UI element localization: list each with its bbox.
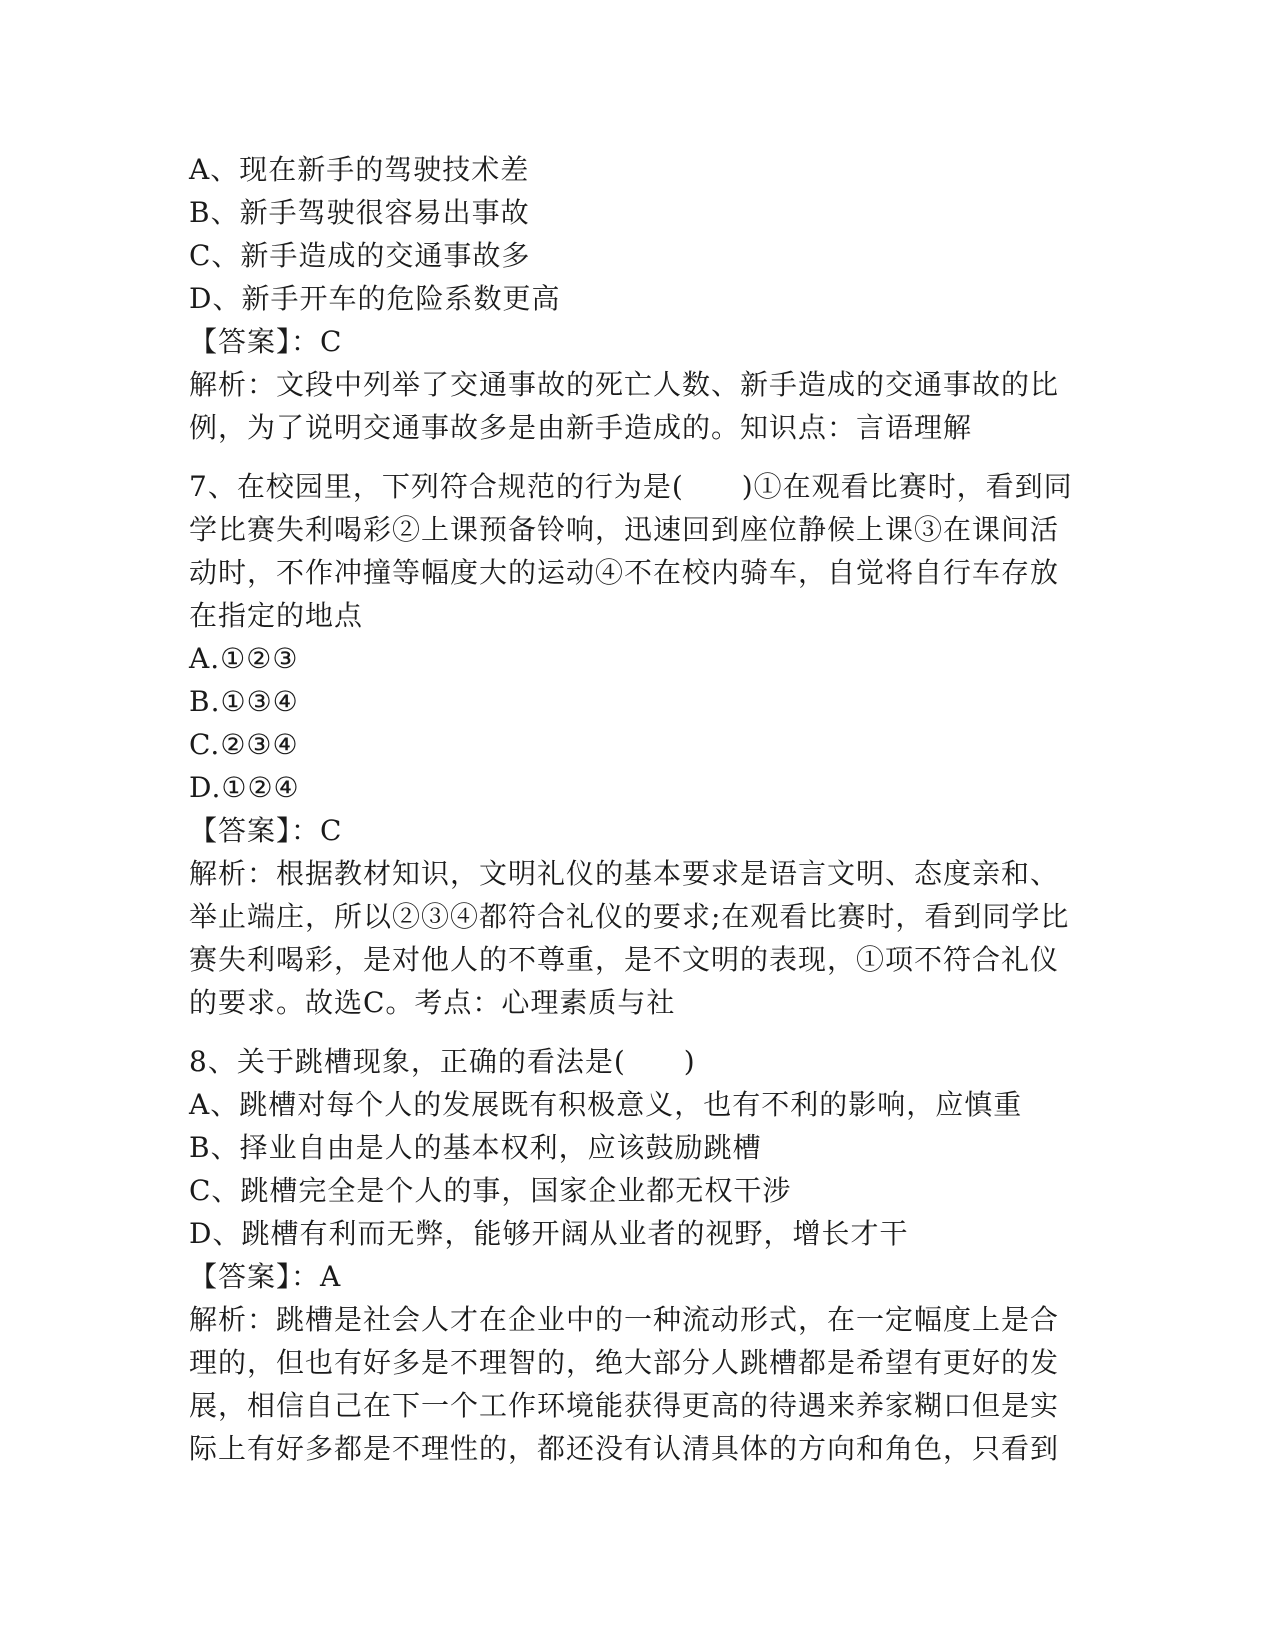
question-7-block	[189, 465, 1089, 1024]
option-c: C、跳槽完全是个人的事，国家企业都无权干涉	[189, 1174, 792, 1207]
option-c: C、新手造成的交通事故多	[189, 239, 531, 272]
analysis-line: 解析：跳槽是社会人才在企业中的一种流动形式，在一定幅度上是合	[189, 1303, 1060, 1336]
option-a: A、跳槽对每个人的发展既有积极意义，也有不利的影响，应慎重	[189, 1088, 1023, 1121]
answer-line: 【答案】：C	[189, 325, 343, 358]
analysis-line: 解析：根据教材知识，文明礼仪的基本要求是语言文明、态度亲和、	[189, 857, 1060, 890]
analysis-line: 的要求。故选C。考点：心理素质与社	[189, 986, 676, 1019]
option-d: D.①②④	[189, 771, 300, 804]
option-b: B、新手驾驶很容易出事故	[189, 196, 530, 229]
option-a: A、现在新手的驾驶技术差	[189, 153, 530, 186]
question-text-line: 8、关于跳槽现象，正确的看法是( )	[189, 1045, 696, 1078]
question-text-line: 在指定的地点	[189, 599, 364, 632]
question-text-line: 动时，不作冲撞等幅度大的运动④不在校内骑车，自觉将自行车存放	[189, 556, 1060, 589]
analysis-line: 际上有好多都是不理性的，都还没有认清具体的方向和角色，只看到	[189, 1432, 1060, 1465]
question-6-block	[189, 148, 1089, 449]
question-8-block	[189, 1040, 1089, 1470]
document-page	[189, 148, 1089, 1470]
analysis-line: 例，为了说明交通事故多是由新手造成的。知识点：言语理解	[189, 411, 973, 444]
option-d: D、新手开车的危险系数更高	[189, 282, 561, 315]
paragraph-gap	[189, 449, 1089, 465]
option-b: B.①③④	[189, 685, 299, 718]
option-d: D、跳槽有利而无弊，能够开阔从业者的视野，增长才干	[189, 1217, 909, 1250]
option-a: A.①②③	[189, 642, 299, 675]
question-text-line: 学比赛失利喝彩②上课预备铃响，迅速回到座位静候上课③在课间活	[189, 513, 1060, 546]
analysis-line: 赛失利喝彩，是对他人的不尊重，是不文明的表现，①项不符合礼仪	[189, 943, 1060, 976]
paragraph-gap	[189, 1024, 1089, 1040]
analysis-line: 展，相信自己在下一个工作环境能获得更高的待遇来养家糊口但是实	[189, 1389, 1060, 1422]
analysis-line: 举止端庄，所以②③④都符合礼仪的要求;在观看比赛时，看到同学比	[189, 900, 1070, 933]
analysis-line: 解析：文段中列举了交通事故的死亡人数、新手造成的交通事故的比	[189, 368, 1060, 401]
analysis-line: 理的，但也有好多是不理智的，绝大部分人跳槽都是希望有更好的发	[189, 1346, 1060, 1379]
answer-line: 【答案】：C	[189, 814, 343, 847]
question-text-line: 7、在校园里，下列符合规范的行为是( )①在观看比赛时，看到同	[189, 470, 1073, 503]
option-c: C.②③④	[189, 728, 299, 761]
answer-line: 【答案】：A	[189, 1260, 342, 1293]
option-b: B、择业自由是人的基本权利，应该鼓励跳槽	[189, 1131, 762, 1164]
